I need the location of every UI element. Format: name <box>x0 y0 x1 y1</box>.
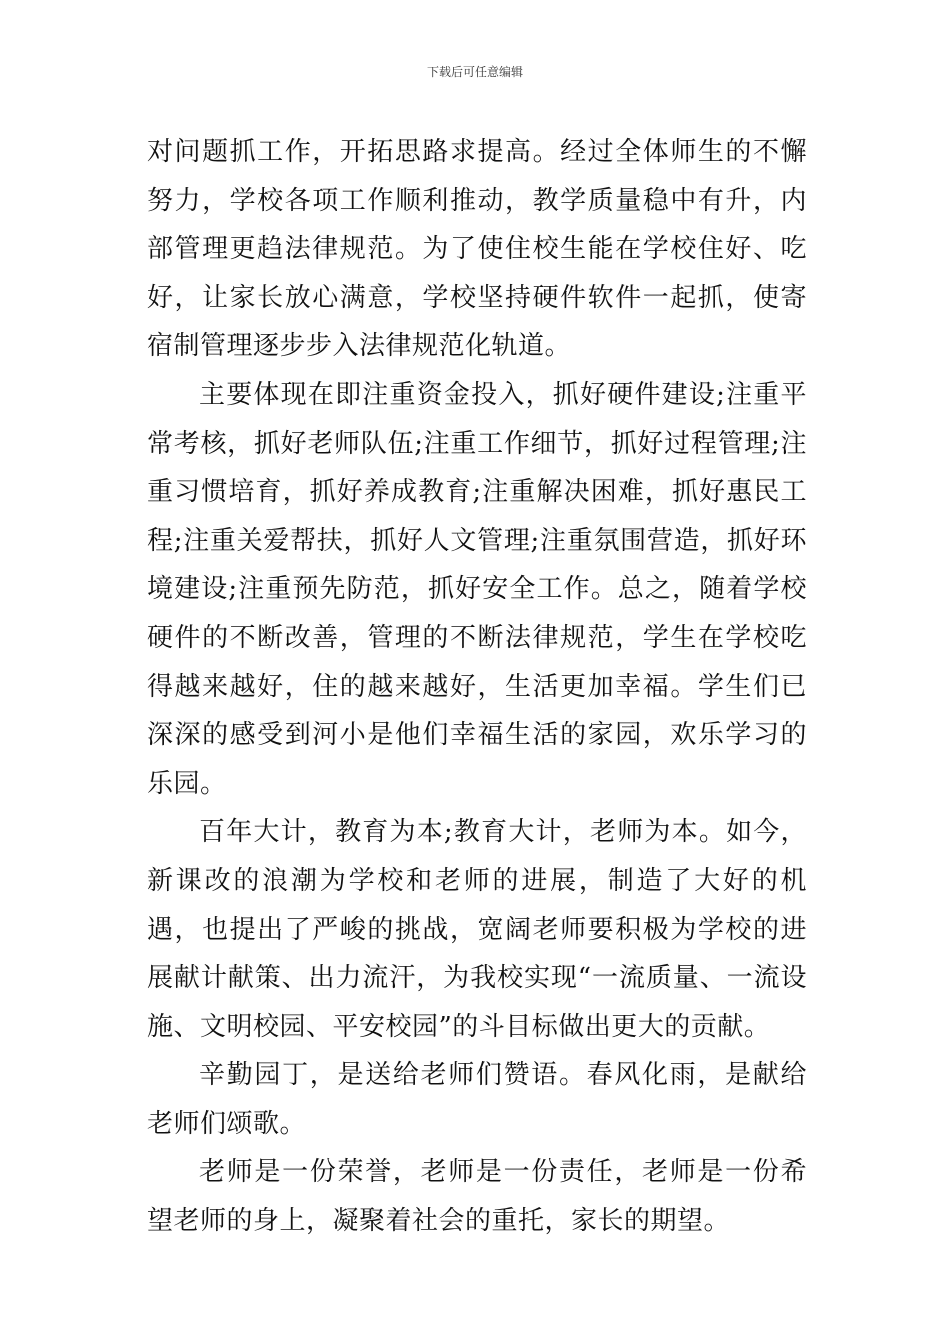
paragraph-3: 百年大计，教育为本;教育大计，老师为本。如今，新课改的浪潮为学校和老师的进展，制造了大好的机遇，也提出了严峻的挑战，宽阔老师要积极为学校的进展献计献策、出力流汗，为我校实现“一流质量、一流设施、文明校园、平安校园”的斗目标做出更大的贡献。 <box>147 817 807 1042</box>
paragraph-1: 对问题抓工作，开拓思路求提高。经过全体师生的不懈努力，学校各项工作顺利推动，教学质量稳中有升，内部管理更趋法律规范。为了使住校生能在学校住好、吃好，让家长放心满意，学校坚持硬件软件一起抓，使寄宿制管理逐步步入法律规范化轨道。 <box>147 137 807 362</box>
paragraph-2: 主要体现在即注重资金投入，抓好硬件建设;注重平常考核，抓好老师队伍;注重工作细节，抓好过程管理;注重习惯培育，抓好养成教育;注重解决困难，抓好惠民工程;注重关爱帮扶，抓好人文管理;注重氛围营造，抓好环境建设;注重预先防范，抓好安全工作。总之，随着学校硬件的不断改善，管理的不断法律规范，学生在学校吃得越来越好，住的越来越好，生活更加幸福。学生们已深深的感受到河小是他们幸福生活的家园，欢乐学习的乐园。 <box>147 379 807 799</box>
document-body <box>147 128 807 1246</box>
page-header: 下载后可任意编辑 <box>426 65 523 79</box>
paragraph-4: 辛勤园丁，是送给老师们赞语。春风化雨，是献给老师们颂歌。 <box>147 1060 807 1139</box>
paragraph-5: 老师是一份荣誉，老师是一份责任，老师是一份希望老师的身上，凝聚着社会的重托，家长的期望。 <box>147 1157 807 1237</box>
